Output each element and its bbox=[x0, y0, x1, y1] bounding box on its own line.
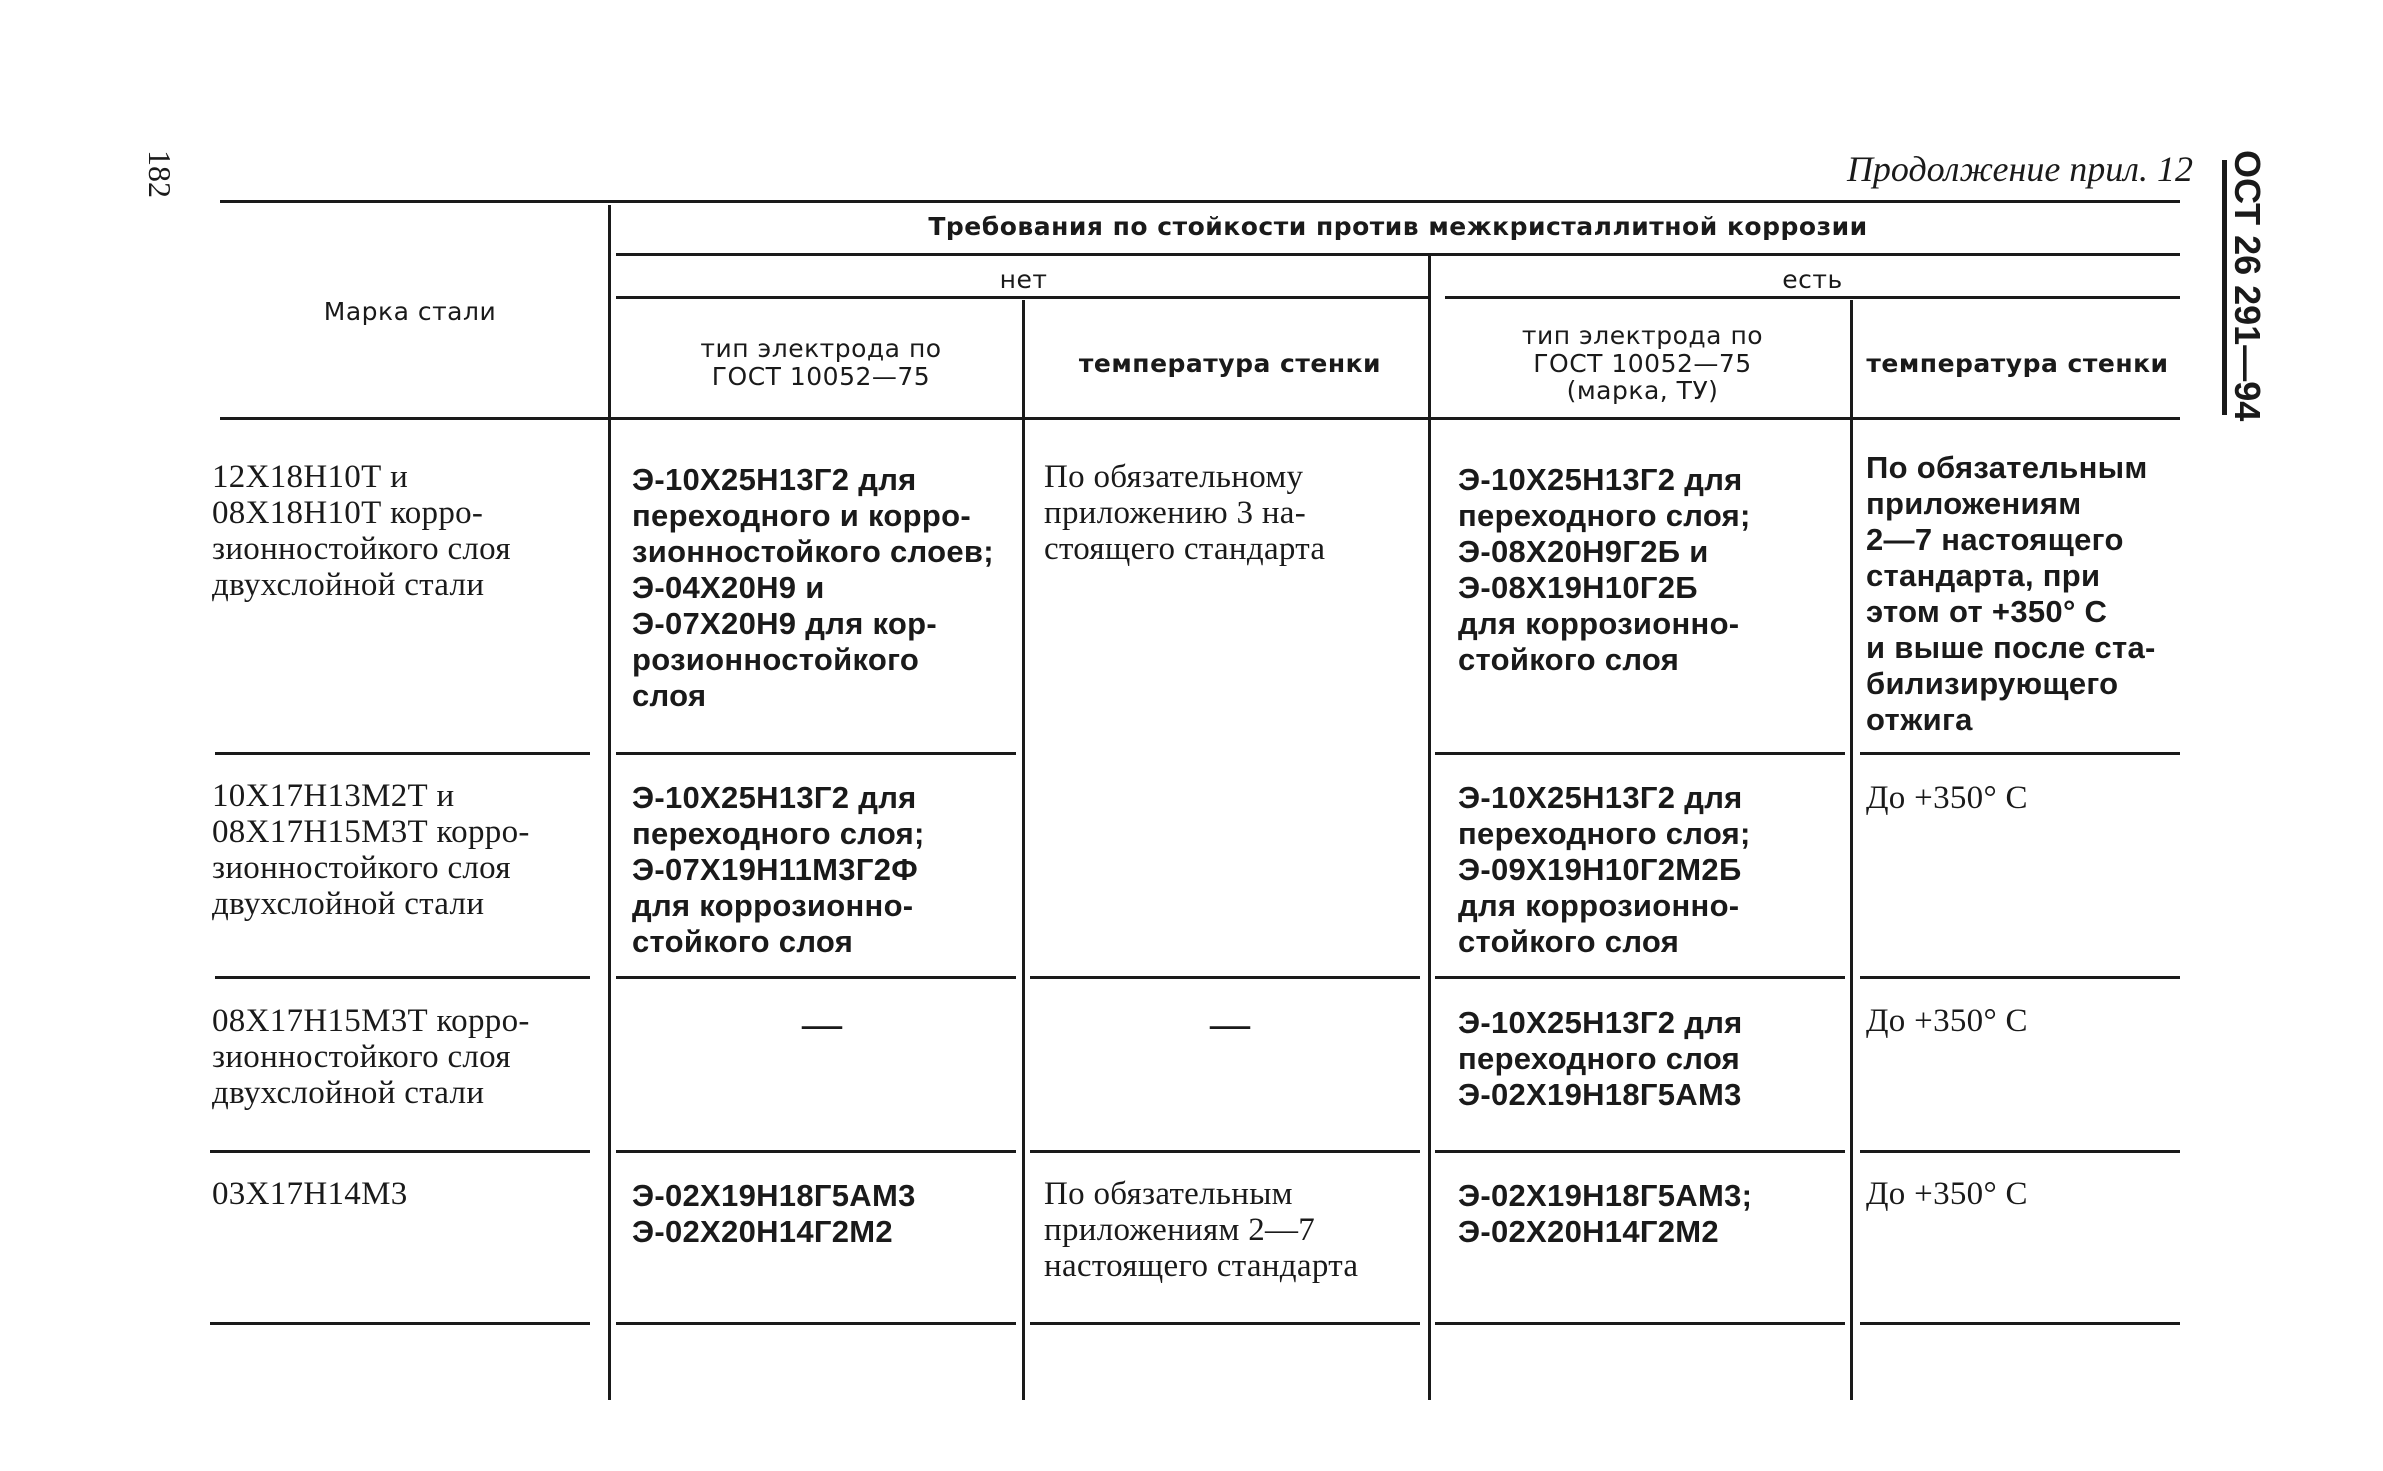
table-row-3-electrode-no-dash: — bbox=[802, 1001, 842, 1046]
table-row-1-electrode-no: Э-10Х25Н13Г2 для переходного и корро- зионностойкого слоев; Э-04Х20Н9 и Э-07Х20Н9 для кор- розионностойкого слоя bbox=[632, 462, 994, 713]
table-row-2-steel: 10Х17Н13М2Т и 08Х17Н15М3Т корро- зионностойкого слоя двухслойной стали bbox=[212, 778, 530, 922]
table-row-4-temp-no: По обязательным приложениям 2—7 настоящего стандарта bbox=[1044, 1176, 1359, 1284]
header-electrode-type-yes: тип электрода по ГОСТ 10052—75 (марка, ТУ) bbox=[1521, 321, 1764, 405]
table-row-4-temp-yes: До +350° С bbox=[1866, 1176, 2028, 1212]
table-row-2-temp-yes: До +350° С bbox=[1866, 780, 2028, 816]
header-wall-temp-yes: температура стенки bbox=[1866, 349, 2169, 378]
header-steel-grade: Марка стали bbox=[323, 297, 497, 326]
page-number: 182 bbox=[142, 150, 178, 198]
table-row-4-electrode-yes: Э-02Х19Н18Г5АМ3; Э-02Х20Н14Г2М2 bbox=[1458, 1178, 1753, 1249]
table-row-3-electrode-yes: Э-10Х25Н13Г2 для переходного слоя Э-02Х19Н18Г5АМ3 bbox=[1458, 1005, 1743, 1112]
table-row-3-temp-no-dash: — bbox=[1210, 1001, 1250, 1046]
continuation-caption: Продолжение прил. 12 bbox=[1846, 149, 2193, 189]
table-row-2-electrode-no: Э-10Х25Н13Г2 для переходного слоя; Э-07Х19Н11М3Г2Ф для коррозионно- стойкого слоя bbox=[632, 780, 925, 959]
table-row-2-electrode-yes: Э-10Х25Н13Г2 для переходного слоя; Э-09Х19Н10Г2М2Б для коррозионно- стойкого слоя bbox=[1458, 780, 1751, 959]
table-row-4-steel: 03Х17Н14М3 bbox=[212, 1176, 408, 1212]
table-row-1-temp-yes: По обязательным приложениям 2—7 настоящего стандарта, при этом от +350° С и выше после ста- билизирующего отжига bbox=[1866, 450, 2156, 737]
header-electrode-type-no: тип электрода по ГОСТ 10052—75 bbox=[700, 334, 942, 391]
header-yes: есть bbox=[1782, 265, 1843, 294]
table-row-3-temp-yes: До +350° С bbox=[1866, 1003, 2028, 1039]
standard-code: ОСТ 26 291—94 bbox=[2227, 150, 2268, 422]
header-no: нет bbox=[999, 265, 1048, 294]
table-row-1-temp-no: По обязательному приложению 3 на- стоящего стандарта bbox=[1044, 459, 1326, 567]
table-row-4-electrode-no: Э-02Х19Н18Г5АМ3 Э-02Х20Н14Г2М2 bbox=[632, 1178, 916, 1249]
table-row-1-steel: 12Х18Н10Т и 08Х18Н10Т корро- зионностойкого слоя двухслойной стали bbox=[212, 459, 511, 603]
header-wall-temp-no: температура стенки bbox=[1078, 349, 1382, 378]
table-row-3-steel: 08Х17Н15М3Т корро- зионностойкого слоя двухслойной стали bbox=[212, 1003, 530, 1111]
table-row-1-electrode-yes: Э-10Х25Н13Г2 для переходного слоя; Э-08Х20Н9Г2Б и Э-08Х19Н10Г2Б для коррозионно- стойкого слоя bbox=[1458, 462, 1751, 677]
header-requirements: Требования по стойкости против межкристаллитной коррозии bbox=[928, 212, 1868, 241]
